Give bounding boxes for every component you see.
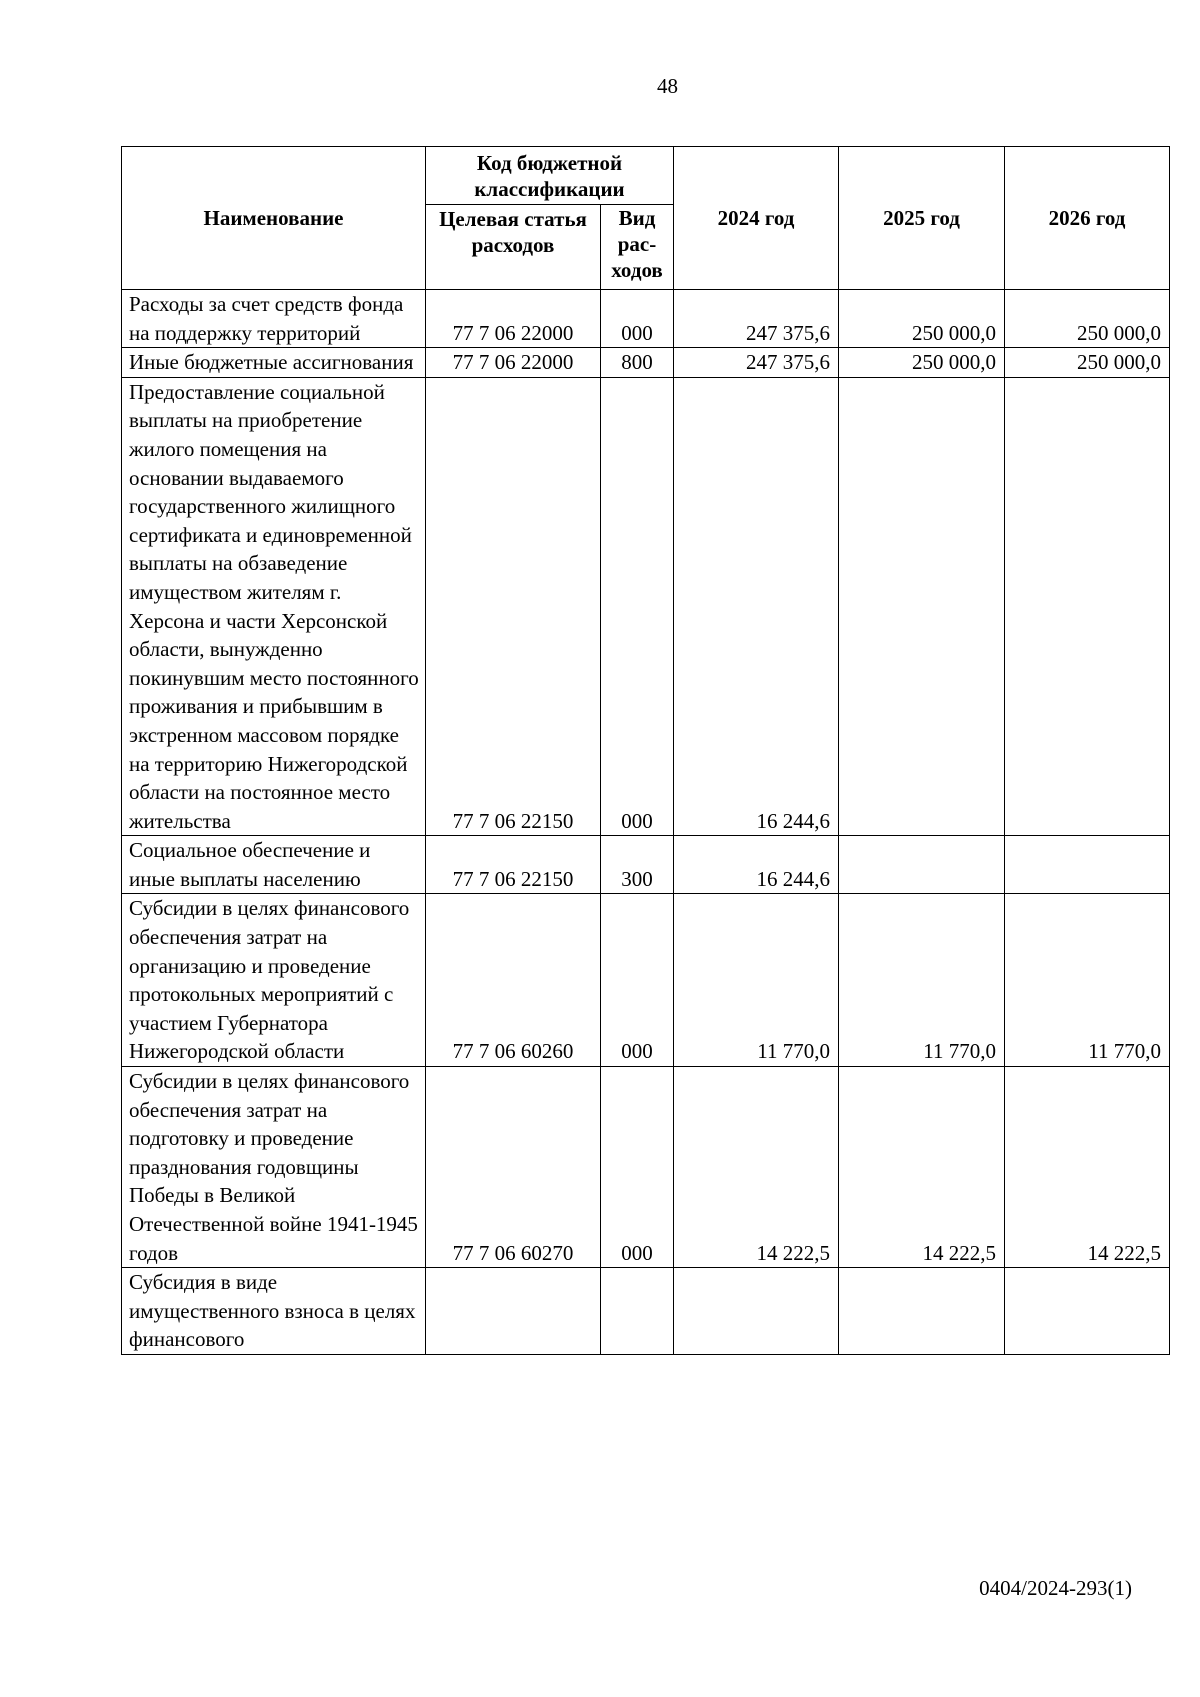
row-target-article: 77 7 06 22000 [426,290,601,348]
row-target-article: 77 7 06 60260 [426,894,601,1067]
row-value-2025: 250 000,0 [839,290,1005,348]
row-value-2026: 250 000,0 [1005,290,1170,348]
table-row [122,836,1170,894]
row-value-2026: 250 000,0 [1005,348,1170,378]
table-row [122,1067,1170,1268]
row-expense-type: 000 [601,290,674,348]
table-header [122,147,1170,290]
row-expense-type: 300 [601,836,674,894]
row-target-article: 77 7 06 22150 [426,377,601,836]
row-value-2024: 247 375,6 [674,290,839,348]
row-value-2026: 14 222,5 [1005,1067,1170,1268]
row-value-2024: 14 222,5 [674,1067,839,1268]
row-name: Субсидии в целях финансового обеспечения затрат на организацию и проведение протокольных мероприятий с участием Губернатора Нижегородской области [122,894,426,1067]
row-value-2025 [839,836,1005,894]
header-code-group: Код бюджетной классификации [426,147,674,205]
budget-table [121,146,1170,1355]
header-target-article: Целевая статья расходов [426,205,601,290]
row-value-2024: 11 770,0 [674,894,839,1067]
row-name: Предоставление социальной выплаты на приобретение жилого помещения на основании выдаваемого государственного жилищного сертификата и единовременной выплаты на обзаведение имуществом жителям г. Херсона и части Херсонской области, вынужденно покинувшим место постоянного проживания и прибывшим в экстренном массовом порядке на территорию Нижегородской области на постоянное место жительства [122,377,426,836]
row-expense-type: 800 [601,348,674,378]
row-target-article: 77 7 06 60270 [426,1067,601,1268]
row-name: Субсидия в виде имущественного взноса в целях финансового [122,1268,426,1355]
document-id: 0404/2024-293(1) [979,1576,1132,1600]
table-row [122,377,1170,836]
row-value-2026 [1005,1268,1170,1355]
row-value-2026 [1005,377,1170,836]
table-row [122,894,1170,1067]
row-value-2025: 11 770,0 [839,894,1005,1067]
row-value-2025 [839,377,1005,836]
row-name: Расходы за счет средств фонда на поддержку территорий [122,290,426,348]
header-year-2025: 2025 год [839,147,1005,290]
header-year-2024: 2024 год [674,147,839,290]
row-target-article: 77 7 06 22150 [426,836,601,894]
row-name: Социальное обеспечение и иные выплаты населению [122,836,426,894]
table-row [122,290,1170,348]
row-expense-type: 000 [601,894,674,1067]
row-value-2024: 16 244,6 [674,836,839,894]
row-expense-type: 000 [601,1067,674,1268]
row-value-2024: 247 375,6 [674,348,839,378]
row-expense-type [601,1268,674,1355]
table-row [122,1268,1170,1355]
row-name: Субсидии в целях финансового обеспечения затрат на подготовку и проведение празднования годовщины Победы в Великой Отечественной войне 1941-1945 годов [122,1067,426,1268]
row-value-2025: 14 222,5 [839,1067,1005,1268]
row-value-2024 [674,1268,839,1355]
row-value-2025: 250 000,0 [839,348,1005,378]
row-target-article: 77 7 06 22000 [426,348,601,378]
row-expense-type: 000 [601,377,674,836]
row-value-2024: 16 244,6 [674,377,839,836]
page-number: 48 [657,74,678,98]
row-name: Иные бюджетные ассигнования [122,348,426,378]
header-expense-type: Вид рас-ходов [601,205,674,290]
row-value-2026 [1005,836,1170,894]
header-year-2026: 2026 год [1005,147,1170,290]
table-body [122,290,1170,1355]
row-value-2025 [839,1268,1005,1355]
row-value-2026: 11 770,0 [1005,894,1170,1067]
header-name: Наименование [122,147,426,290]
table-row [122,348,1170,378]
row-target-article [426,1268,601,1355]
